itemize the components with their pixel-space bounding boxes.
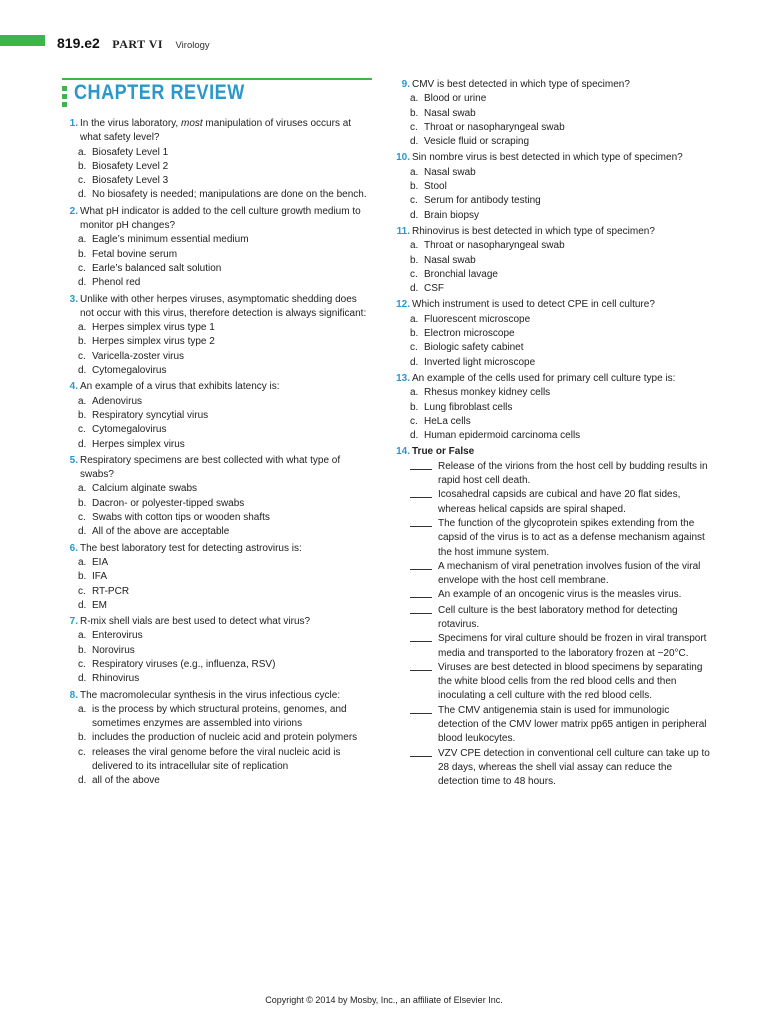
option-letter: c. — [410, 342, 418, 354]
answer-blank — [410, 560, 438, 589]
page-header — [57, 35, 210, 53]
question-text: The macromolecular synthesis in the virus infectious cycle: — [80, 689, 341, 701]
question-text: Respiratory specimens are best collected with what type of swabs? — [80, 454, 341, 481]
answer-option — [392, 135, 712, 149]
question-number: 11. — [396, 225, 410, 237]
option-letter: b. — [410, 401, 419, 413]
option-letter: a. — [78, 483, 87, 495]
option-text: CSF — [424, 283, 444, 295]
statement-text: Cell culture is the best laboratory method for detecting rotavirus. — [438, 604, 678, 630]
option-letter: b. — [78, 732, 87, 744]
option-text: All of the above are acceptable — [92, 526, 230, 538]
option-letter: d. — [410, 136, 419, 148]
question-text: Which instrument is used to detect CPE in cell culture? — [412, 299, 655, 311]
answer-option — [62, 409, 372, 423]
true-false-item — [392, 632, 712, 661]
option-letter: c. — [78, 585, 86, 597]
question-item — [392, 78, 712, 149]
true-false-items — [392, 460, 712, 790]
option-text: Fluorescent microscope — [424, 313, 531, 325]
question-number: 12. — [396, 299, 410, 311]
question-item — [62, 380, 372, 451]
option-text: Brain biopsy — [424, 209, 480, 221]
answer-option — [62, 350, 372, 364]
option-text: Nasal swab — [424, 107, 476, 119]
answer-option — [62, 746, 372, 775]
option-letter: c. — [78, 746, 86, 758]
option-text: Norovirus — [92, 644, 135, 656]
option-text: Throat or nasopharyngeal swab — [424, 121, 565, 133]
answer-option — [392, 356, 712, 370]
option-text: Biosafety Level 3 — [92, 175, 169, 187]
answer-option — [62, 497, 372, 511]
option-letter: c. — [78, 424, 86, 436]
question-text: In the virus laboratory, most manipulation of viruses occurs at what safety level? — [80, 118, 352, 144]
statement-text: A mechanism of viral penetration involves fusion of the viral envelope with the host cell membrane. — [438, 560, 701, 587]
answer-option — [392, 209, 712, 223]
answer-blank — [410, 517, 438, 560]
option-text: Herpes simplex virus type 2 — [92, 336, 215, 348]
question-number: 8. — [69, 689, 78, 701]
question-number: 5. — [69, 454, 78, 466]
question-item — [62, 117, 372, 203]
answer-option — [392, 386, 712, 400]
answer-option — [62, 703, 372, 732]
option-letter: b. — [410, 254, 419, 266]
option-text: Stool — [424, 181, 447, 193]
option-letter: d. — [78, 365, 87, 377]
option-letter: a. — [78, 234, 87, 246]
statement-text: The function of the glycoprotein spikes extending from the capsid of the virus is to act as a defense mechanism against the host immune system. — [438, 517, 705, 558]
left-column — [62, 78, 372, 791]
option-letter: a. — [78, 556, 87, 568]
true-false-item — [392, 588, 712, 603]
option-letter: c. — [410, 195, 418, 207]
question-text: CMV is best detected in which type of specimen? — [412, 79, 630, 90]
option-letter: a. — [78, 146, 87, 158]
option-text: Respiratory viruses (e.g., influenza, RSV) — [92, 658, 276, 670]
answer-option — [62, 262, 372, 276]
copyright-footer: Copyright © 2014 by Mosby, Inc., an affiliate of Elsevier Inc. — [265, 995, 503, 1005]
header-accent-bar — [0, 35, 45, 46]
option-text: Herpes simplex virus type 1 — [92, 322, 215, 334]
answer-option — [62, 585, 372, 599]
answer-option — [62, 188, 372, 202]
option-letter: b. — [410, 328, 419, 340]
answer-blank — [410, 704, 438, 747]
option-letter: c. — [410, 268, 418, 280]
answer-option — [62, 644, 372, 658]
question-number: 14. — [396, 446, 410, 458]
question-number: 2. — [69, 205, 78, 217]
statement-text: An example of an oncogenic virus is the measles virus. — [438, 589, 682, 601]
option-text: all of the above — [92, 775, 160, 787]
option-text: Biologic safety cabinet — [424, 342, 524, 354]
option-letter: d. — [78, 438, 87, 450]
option-text: is the process by which structural proteins, genomes, and sometimes enzymes are assembled into virions — [92, 703, 347, 730]
section-label: Virology — [175, 40, 210, 51]
option-text: Rhinovirus — [92, 673, 140, 685]
question-text: Rhinovirus is best detected in which type of specimen? — [412, 225, 655, 237]
answer-option — [62, 276, 372, 290]
question-text: An example of the cells used for primary cell culture type is: — [412, 372, 676, 384]
option-letter: a. — [410, 387, 419, 399]
answer-option — [62, 248, 372, 262]
statement-text: Viruses are best detected in blood specimens by separating the white blood cells from the red blood cells and then inoculating a cell culture with the red blood cells. — [438, 661, 703, 702]
answer-option — [62, 731, 372, 745]
answer-blank — [410, 488, 438, 517]
answer-option — [392, 401, 712, 415]
answer-option — [392, 180, 712, 194]
option-letter: d. — [78, 526, 87, 538]
chapter-review-heading — [62, 78, 372, 114]
option-text: Earle’s balanced salt solution — [92, 262, 222, 274]
question-text: The best laboratory test for detecting astrovirus is: — [80, 542, 302, 554]
answer-option — [62, 482, 372, 496]
answer-option — [62, 599, 372, 613]
option-text: Inverted light microscope — [424, 356, 536, 368]
answer-option — [62, 774, 372, 788]
option-letter: a. — [78, 630, 87, 642]
answer-option — [62, 672, 372, 686]
true-false-item — [392, 661, 712, 704]
answer-option — [392, 107, 712, 121]
option-text: Varicella-zoster virus — [92, 350, 185, 362]
question-text: An example of a virus that exhibits latency is: — [80, 381, 280, 393]
option-text: Rhesus monkey kidney cells — [424, 387, 551, 399]
true-false-item — [392, 517, 712, 560]
option-text: Swabs with cotton tips or wooden shafts — [92, 512, 270, 524]
answer-option — [62, 364, 372, 378]
question-text: Unlike with other herpes viruses, asymptomatic shedding does not occur with this virus, therefore detection is always significant: — [80, 293, 367, 319]
true-false-title: True or False — [412, 446, 475, 458]
option-text: includes the production of nucleic acid and protein polymers — [92, 732, 358, 744]
option-letter: c. — [78, 350, 86, 362]
option-text: Enterovirus — [92, 630, 143, 642]
option-letter: a. — [78, 322, 87, 334]
answer-option — [62, 174, 372, 188]
true-false-item — [392, 604, 712, 633]
answer-option — [392, 92, 712, 106]
option-letter: d. — [78, 189, 87, 201]
option-text: Electron microscope — [424, 328, 515, 340]
answer-blank — [410, 632, 438, 661]
question-number: 6. — [69, 542, 78, 554]
answer-option — [62, 511, 372, 525]
option-text: Biosafety Level 1 — [92, 146, 169, 158]
answer-option — [392, 341, 712, 355]
statement-text: VZV CPE detection in conventional cell culture can take up to 28 days, whereas the shell vial assay can reduce the detection time to 48 hours. — [438, 747, 710, 788]
answer-option — [392, 282, 712, 296]
option-text: Human epidermoid carcinoma cells — [424, 430, 581, 442]
option-letter: d. — [410, 209, 419, 221]
option-text: Adenovirus — [92, 395, 143, 407]
true-false-item — [392, 488, 712, 517]
option-text: Blood or urine — [424, 93, 487, 105]
option-text: Serum for antibody testing — [424, 195, 541, 207]
option-letter: a. — [410, 166, 419, 178]
option-letter: b. — [78, 644, 87, 656]
option-letter: d. — [410, 356, 419, 368]
answer-option — [392, 429, 712, 443]
option-text: Throat or nasopharyngeal swab — [424, 240, 565, 252]
question-item — [62, 205, 372, 291]
answer-option — [62, 525, 372, 539]
page-number: 819.e2 — [57, 35, 100, 51]
option-text: Nasal swab — [424, 166, 476, 178]
question-item — [392, 298, 712, 369]
statement-text: Specimens for viral culture should be frozen in viral transport media and transported to the laboratory frozen at −20°C. — [438, 633, 707, 659]
option-letter: d. — [78, 775, 87, 787]
option-letter: c. — [78, 658, 86, 670]
option-letter: b. — [78, 497, 87, 509]
question-text: Sin nombre virus is best detected in which type of specimen? — [412, 152, 683, 164]
option-letter: b. — [410, 181, 419, 193]
option-letter: a. — [410, 313, 419, 325]
option-letter: a. — [410, 93, 419, 105]
question-text: R-mix shell vials are best used to detect what virus? — [80, 616, 311, 628]
answer-option — [392, 239, 712, 253]
option-letter: a. — [78, 703, 87, 715]
answer-option — [62, 423, 372, 437]
chapter-review-title: CHAPTER REVIEW — [74, 81, 245, 104]
answer-option — [62, 335, 372, 349]
answer-blank — [410, 588, 438, 603]
option-text: Bronchial lavage — [424, 268, 498, 280]
option-letter: a. — [78, 395, 87, 407]
option-text: EIA — [92, 556, 109, 568]
option-letter: c. — [410, 121, 418, 133]
question-number: 4. — [69, 381, 78, 393]
answer-option — [62, 321, 372, 335]
option-text: HeLa cells — [424, 415, 471, 427]
question-text: What pH indicator is added to the cell culture growth medium to monitor pH changes? — [80, 205, 361, 232]
option-text: Calcium alginate swabs — [92, 483, 198, 495]
option-text: Dacron- or polyester-tipped swabs — [92, 497, 245, 509]
statement-text: Icosahedral capsids are cubical and have 20 flat sides, whereas helical capsids are spiral shaped. — [438, 489, 681, 515]
option-text: Cytomegalovirus — [92, 365, 167, 377]
answer-option — [392, 121, 712, 135]
answer-blank — [410, 661, 438, 704]
true-false-item — [392, 704, 712, 747]
option-letter: b. — [78, 409, 87, 421]
statement-text: Release of the virions from the host cell by budding results in rapid host cell death. — [438, 460, 708, 487]
option-letter: c. — [78, 512, 86, 524]
answer-option — [62, 629, 372, 643]
option-letter: b. — [78, 571, 87, 583]
question-14 — [392, 445, 712, 789]
option-text: Cytomegalovirus — [92, 424, 167, 436]
answer-option — [392, 313, 712, 327]
true-false-item — [392, 460, 712, 489]
option-text: Vesicle fluid or scraping — [424, 136, 530, 148]
question-number: 10. — [396, 152, 410, 164]
answer-option — [62, 233, 372, 247]
question-item — [392, 151, 712, 222]
answer-option — [392, 254, 712, 268]
question-item — [62, 615, 372, 686]
true-false-item — [392, 747, 712, 790]
option-letter: d. — [410, 430, 419, 442]
answer-blank — [410, 747, 438, 790]
heading-marks — [62, 86, 68, 110]
right-column — [392, 78, 712, 792]
question-item — [392, 372, 712, 443]
answer-option — [392, 327, 712, 341]
question-number: 13. — [396, 372, 410, 384]
option-letter: d. — [410, 283, 419, 295]
question-item — [62, 689, 372, 789]
answer-option — [62, 438, 372, 452]
answer-blank — [410, 604, 438, 633]
question-item — [62, 542, 372, 613]
option-text: Biosafety Level 2 — [92, 160, 169, 172]
option-text: EM — [92, 599, 107, 611]
option-letter: c. — [78, 262, 86, 274]
option-letter: c. — [410, 415, 418, 427]
option-letter: b. — [78, 336, 87, 348]
answer-option — [62, 658, 372, 672]
option-letter: b. — [78, 248, 87, 260]
question-item — [62, 293, 372, 379]
question-number: 1. — [69, 118, 78, 129]
answer-option — [392, 194, 712, 208]
answer-option — [62, 395, 372, 409]
answer-option — [392, 415, 712, 429]
option-text: Eagle’s minimum essential medium — [92, 234, 249, 246]
left-questions — [62, 117, 372, 789]
question-number: 9. — [401, 79, 410, 90]
answer-option — [392, 166, 712, 180]
part-label: PART VI — [112, 37, 164, 51]
option-letter: d. — [78, 277, 87, 289]
option-text: Phenol red — [92, 277, 141, 289]
question-number: 3. — [69, 293, 78, 305]
option-letter: b. — [78, 160, 87, 172]
question-item — [392, 225, 712, 296]
answer-option — [62, 570, 372, 584]
answer-option — [62, 146, 372, 160]
answer-option — [62, 556, 372, 570]
answer-blank — [410, 460, 438, 489]
answer-option — [62, 160, 372, 174]
option-letter: d. — [78, 673, 87, 685]
option-text: Lung fibroblast cells — [424, 401, 513, 413]
option-text: Respiratory syncytial virus — [92, 409, 209, 421]
statement-text: The CMV antigenemia stain is used for immunologic detection of the CMV lower matrix pp65 antigen in peripheral blood leukocytes. — [438, 704, 707, 745]
answer-option — [392, 268, 712, 282]
option-text: Herpes simplex virus — [92, 438, 185, 450]
option-text: IFA — [92, 571, 108, 583]
question-item — [62, 454, 372, 540]
option-text: RT-PCR — [92, 585, 130, 597]
true-false-item — [392, 560, 712, 589]
option-text: releases the viral genome before the viral nucleic acid is delivered to its intracellular site of replication — [92, 746, 341, 773]
question-number: 7. — [69, 616, 78, 628]
option-letter: c. — [78, 175, 86, 187]
option-letter: b. — [410, 107, 419, 119]
option-text: Fetal bovine serum — [92, 248, 178, 260]
right-questions — [392, 78, 712, 443]
option-letter: d. — [78, 599, 87, 611]
option-text: Nasal swab — [424, 254, 476, 266]
option-letter: a. — [410, 240, 419, 252]
option-text: No biosafety is needed; manipulations are done on the bench. — [92, 189, 367, 201]
